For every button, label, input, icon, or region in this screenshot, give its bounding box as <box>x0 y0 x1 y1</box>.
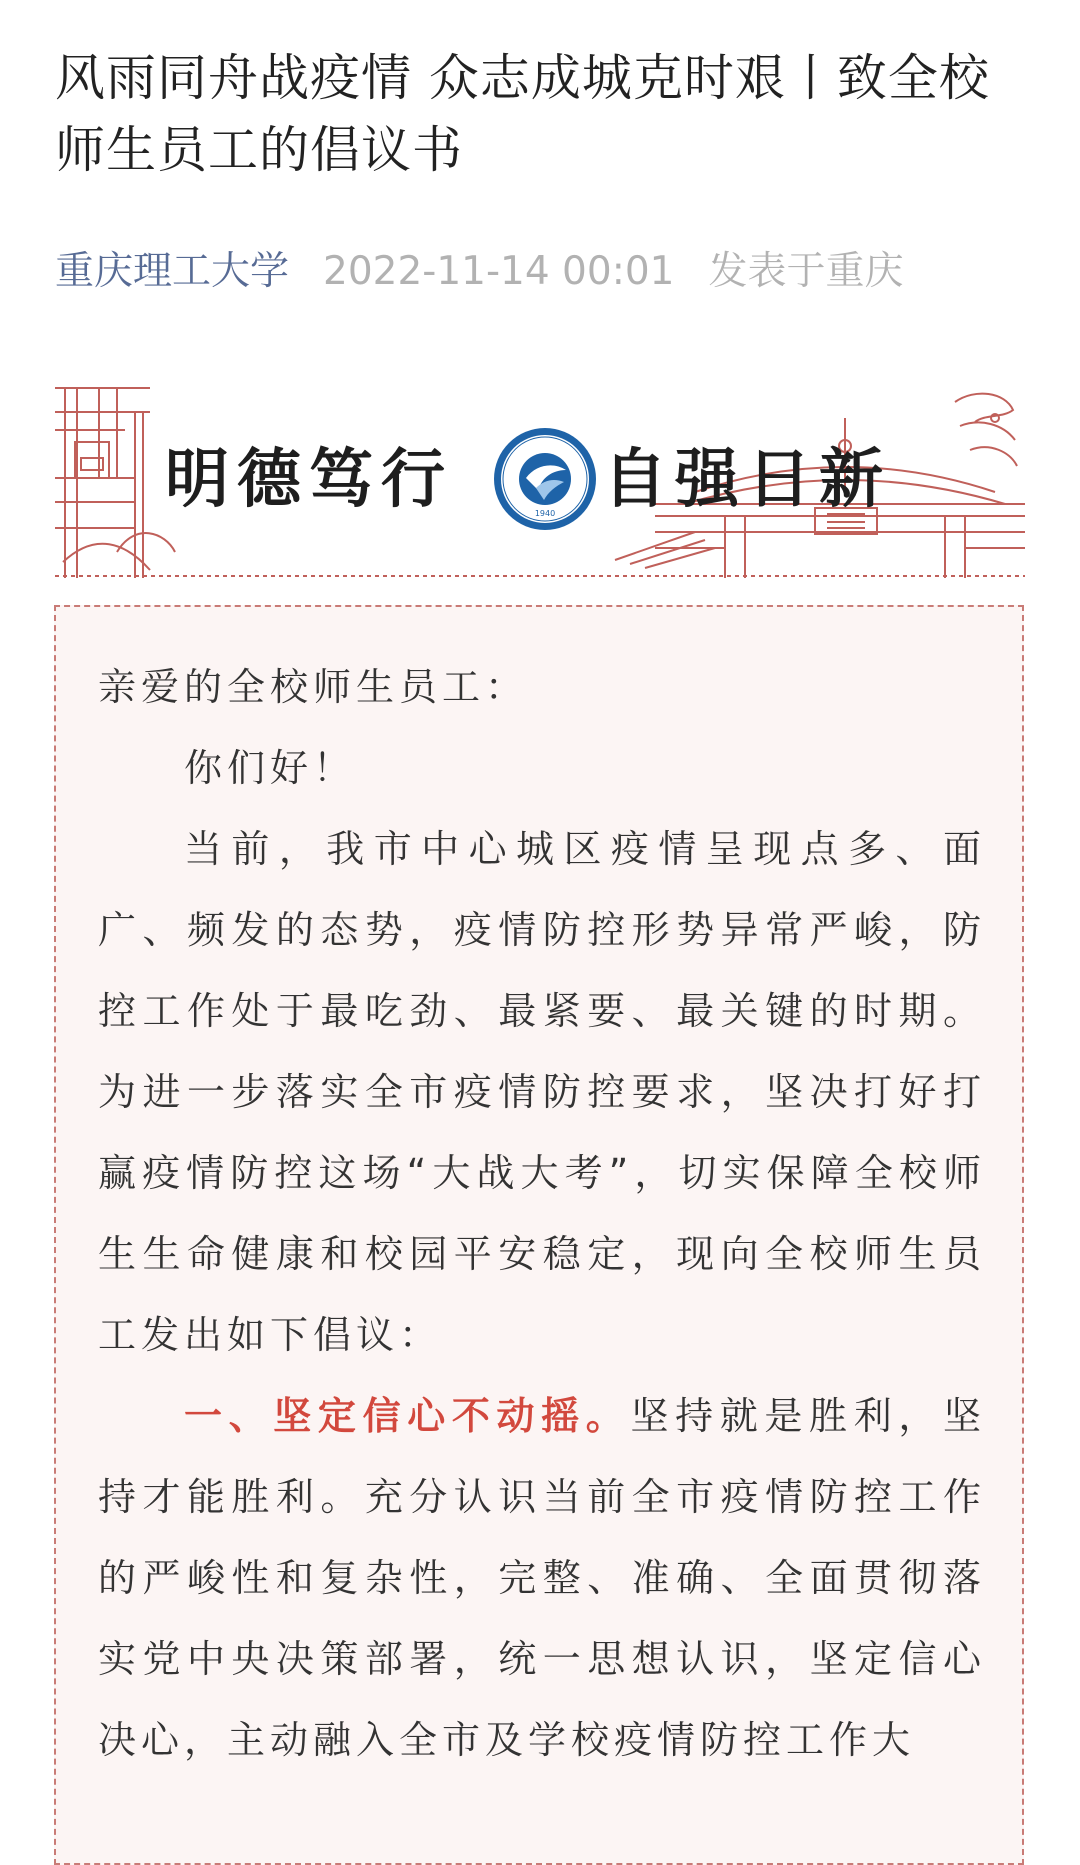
publish-location: 发表于重庆 <box>708 249 904 294</box>
point-1-heading: 一、坚定信心不动摇。 <box>184 1394 631 1438</box>
letter-paragraph-intro: 当前，我市中心城区疫情呈现点多、面广、频发的态势，疫情防控形势异常严峻，防控工作处于最吃劲、最紧要、最关键的时期。为进一步落实全市疫情防控要求，坚决打好打赢疫情防控这场“大战大考”，切实保障全校师生生命健康和校园平安稳定，现向全校师生员工发出如下倡议： <box>98 827 986 1357</box>
emblem-year: 1940 <box>534 509 556 518</box>
banner-motto-right: 自强日新 <box>603 442 891 517</box>
header-banner <box>55 382 1025 578</box>
university-emblem-icon <box>492 426 598 532</box>
article-title: 风雨同舟战疫情 众志成城克时艰丨致全校师生员工的倡议书 <box>55 49 990 179</box>
point-1-text: 坚持就是胜利，坚持才能胜利。充分认识当前全市疫情防控工作的严峻性和复杂性，完整、准确、全面贯彻落实党中央决策部署，统一思想认识，坚定信心决心，主动融入全市及学校疫情防控工作大 <box>98 1394 986 1762</box>
letter-hello: 你们好！ <box>184 746 357 790</box>
letter-content-panel <box>54 605 1024 1865</box>
author-link[interactable]: 重庆理工大学 <box>55 249 290 294</box>
publish-time: 2022-11-14 00:01 <box>323 249 675 294</box>
letter-greeting: 亲爱的全校师生员工： <box>98 665 529 709</box>
article-meta <box>55 246 937 298</box>
letter-body <box>98 647 986 1781</box>
banner-motto-left: 明德笃行 <box>165 442 453 517</box>
letter-point-1 <box>98 1376 986 1781</box>
